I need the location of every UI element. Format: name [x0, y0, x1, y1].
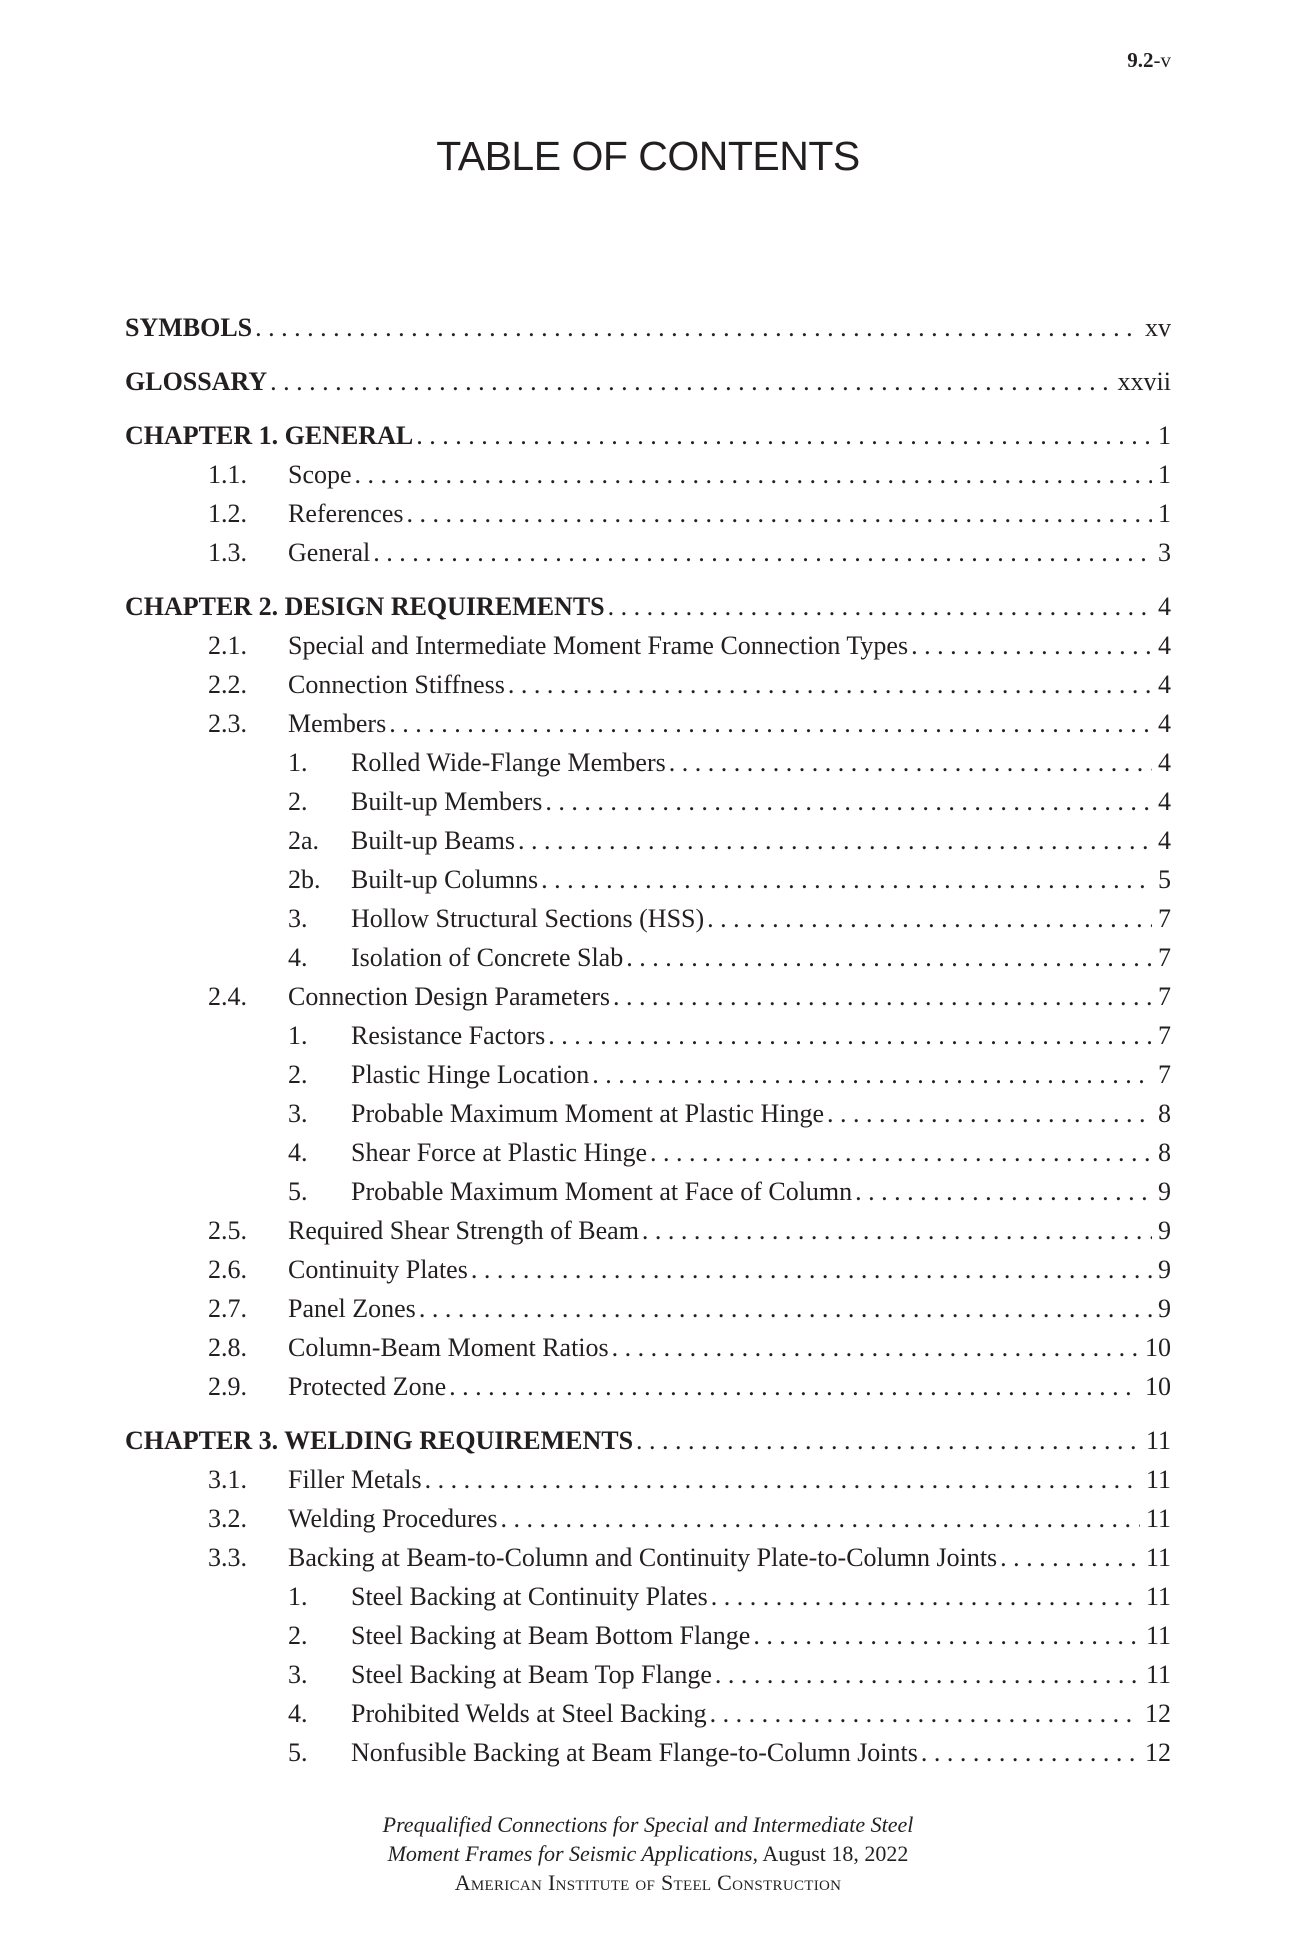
toc-entry-title: Steel Backing at Beam Bottom Flange	[351, 1621, 751, 1650]
toc-entry-page: 11	[1145, 1621, 1171, 1650]
toc-entry-page: 7	[1158, 904, 1171, 933]
footer-date: August 18, 2022	[758, 1841, 909, 1866]
toc-entry-number: 2.9.	[208, 1372, 247, 1401]
toc-entry-title: Hollow Structural Sections (HSS)	[351, 904, 705, 933]
toc-entry-title: Resistance Factors	[351, 1021, 546, 1050]
toc-entry-page: 7	[1158, 982, 1171, 1011]
toc-entry-page: 11	[1145, 1504, 1171, 1533]
dot-leader	[545, 1016, 1152, 1055]
toc-entry[interactable]	[125, 860, 1171, 899]
toc-entry[interactable]	[125, 1577, 1171, 1616]
dot-leader	[750, 1616, 1140, 1655]
toc-entry-number: 1.	[288, 748, 308, 777]
toc-entry[interactable]	[125, 938, 1171, 977]
toc-entry-page: 7	[1158, 1060, 1171, 1089]
toc-entry[interactable]	[125, 821, 1171, 860]
footer-publication-title-line2	[0, 1839, 1296, 1868]
table-of-contents	[125, 308, 1171, 1772]
toc-entry-page: 12	[1145, 1738, 1171, 1767]
toc-entry[interactable]	[125, 743, 1171, 782]
toc-entry[interactable]	[125, 1211, 1171, 1250]
toc-entry[interactable]	[125, 1499, 1171, 1538]
toc-entry[interactable]	[125, 587, 1171, 626]
dot-leader	[538, 860, 1152, 899]
page-number-suffix: -v	[1153, 48, 1171, 72]
toc-entry[interactable]	[125, 1616, 1171, 1655]
dot-leader	[252, 308, 1139, 347]
dot-leader	[352, 455, 1152, 494]
toc-entry-page: 1	[1158, 421, 1171, 450]
dot-leader	[446, 1367, 1139, 1406]
dot-leader	[908, 626, 1152, 665]
dot-leader	[610, 977, 1152, 1016]
dot-leader	[497, 1499, 1139, 1538]
toc-entry[interactable]	[125, 533, 1171, 572]
footer-publication-title-line1: Prequalified Connections for Special and Intermediate Steel	[382, 1812, 914, 1837]
toc-entry-number: 2b.	[288, 865, 321, 894]
toc-entry[interactable]	[125, 494, 1171, 533]
toc-entry-title: Probable Maximum Moment at Plastic Hinge	[351, 1099, 824, 1128]
toc-entry-title: Built-up Members	[351, 787, 543, 816]
toc-entry-title: Steel Backing at Continuity Plates	[351, 1582, 708, 1611]
toc-entry-page: 9	[1158, 1294, 1171, 1323]
toc-entry[interactable]	[125, 626, 1171, 665]
dot-leader	[589, 1055, 1152, 1094]
toc-entry-number: 4.	[288, 1699, 308, 1728]
toc-entry-number: 1.3.	[208, 538, 247, 567]
toc-entry-title: Connection Stiffness	[288, 670, 505, 699]
toc-entry-page: 7	[1158, 1021, 1171, 1050]
dot-leader	[824, 1094, 1152, 1133]
toc-entry-number: 3.2.	[208, 1504, 247, 1533]
toc-entry-title: Probable Maximum Moment at Face of Column	[351, 1177, 853, 1206]
dot-leader	[918, 1733, 1139, 1772]
toc-entry-number: 3.	[288, 1660, 308, 1689]
page-number	[1127, 48, 1171, 73]
toc-entry[interactable]	[125, 1538, 1171, 1577]
toc-entry-number: 5.	[288, 1738, 308, 1767]
toc-entry-title: Backing at Beam-to-Column and Continuity Plate-to-Column Joints	[288, 1543, 998, 1572]
toc-entry-page: 12	[1145, 1699, 1171, 1728]
toc-entry-page: 4	[1158, 787, 1171, 816]
toc-entry-number: 2.6.	[208, 1255, 247, 1284]
toc-entry[interactable]	[125, 1655, 1171, 1694]
toc-entry-page: 1	[1158, 499, 1171, 528]
toc-entry-page: 7	[1158, 943, 1171, 972]
footer-publication-title-continued: Moment Frames for Seismic Applications,	[387, 1841, 759, 1866]
toc-entry-page: 4	[1158, 709, 1171, 738]
toc-entry-number: 2.	[288, 1060, 308, 1089]
dot-leader	[623, 938, 1152, 977]
toc-entry[interactable]	[125, 977, 1171, 1016]
toc-entry[interactable]	[125, 308, 1171, 347]
toc-entry-title: Members	[288, 709, 387, 738]
toc-entry-title: Panel Zones	[288, 1294, 416, 1323]
dot-leader	[605, 587, 1152, 626]
toc-entry-number: 1.2.	[208, 499, 247, 528]
toc-entry-page: 4	[1158, 826, 1171, 855]
toc-entry-title: Required Shear Strength of Beam	[288, 1216, 639, 1245]
page-footer	[0, 1810, 1296, 1897]
dot-leader	[852, 1172, 1152, 1211]
toc-entry-title: Plastic Hinge Location	[351, 1060, 590, 1089]
toc-entry[interactable]	[125, 1055, 1171, 1094]
toc-entry[interactable]	[125, 1172, 1171, 1211]
dot-leader	[413, 416, 1152, 455]
dot-leader	[647, 1133, 1152, 1172]
toc-entry[interactable]	[125, 665, 1171, 704]
toc-entry-page: 10	[1145, 1333, 1171, 1362]
toc-entry-number: 2.	[288, 1621, 308, 1650]
toc-entry-title: Shear Force at Plastic Hinge	[351, 1138, 648, 1167]
dot-leader	[416, 1289, 1152, 1328]
toc-entry-title: Prohibited Welds at Steel Backing	[351, 1699, 707, 1728]
dot-leader	[609, 1328, 1139, 1367]
toc-entry[interactable]	[125, 1421, 1171, 1460]
toc-entry-title: Column-Beam Moment Ratios	[288, 1333, 609, 1362]
dot-leader	[708, 1577, 1140, 1616]
toc-entry-title: Continuity Plates	[288, 1255, 468, 1284]
toc-entry-title: Scope	[288, 460, 352, 489]
toc-entry-page: 5	[1158, 865, 1171, 894]
toc-entry-title: Rolled Wide-Flange Members	[351, 748, 666, 777]
toc-entry-page: 11	[1145, 1543, 1171, 1572]
toc-entry-title: CHAPTER 1. GENERAL	[125, 421, 414, 450]
toc-entry-title: Welding Procedures	[288, 1504, 498, 1533]
dot-leader	[633, 1421, 1140, 1460]
toc-entry-title: CHAPTER 3. WELDING REQUIREMENTS	[125, 1426, 634, 1455]
dot-leader	[712, 1655, 1140, 1694]
toc-entry-page: 4	[1158, 592, 1171, 621]
toc-entry[interactable]	[125, 416, 1171, 455]
dot-leader	[386, 704, 1152, 743]
toc-entry-number: 3.3.	[208, 1543, 247, 1572]
dot-leader	[997, 1538, 1140, 1577]
toc-entry-page: 8	[1158, 1138, 1171, 1167]
toc-entry-number: 2.7.	[208, 1294, 247, 1323]
toc-entry-number: 3.	[288, 1099, 308, 1128]
toc-entry[interactable]	[125, 1289, 1171, 1328]
toc-entry[interactable]	[125, 1460, 1171, 1499]
toc-entry[interactable]	[125, 782, 1171, 821]
toc-entry[interactable]	[125, 1367, 1171, 1406]
dot-leader	[542, 782, 1152, 821]
toc-entry-number: 3.	[288, 904, 308, 933]
toc-entry[interactable]	[125, 704, 1171, 743]
toc-entry-page: xv	[1145, 313, 1171, 342]
toc-entry-title: CHAPTER 2. DESIGN REQUIREMENTS	[125, 592, 605, 621]
toc-entry-page: xxvii	[1117, 367, 1171, 396]
toc-entry-title: GLOSSARY	[125, 367, 268, 396]
toc-entry[interactable]	[125, 1694, 1171, 1733]
dot-leader	[267, 362, 1111, 401]
toc-entry-number: 2.3.	[208, 709, 247, 738]
toc-entry-page: 8	[1158, 1099, 1171, 1128]
toc-entry-number: 2.8.	[208, 1333, 247, 1362]
toc-entry-page: 4	[1158, 631, 1171, 660]
toc-entry-number: 2.2.	[208, 670, 247, 699]
toc-entry-number: 3.1.	[208, 1465, 247, 1494]
toc-entry[interactable]	[125, 1016, 1171, 1055]
toc-entry-page: 9	[1158, 1255, 1171, 1284]
toc-entry-number: 2.5.	[208, 1216, 247, 1245]
toc-entry-title: Built-up Beams	[351, 826, 515, 855]
toc-entry-title: Special and Intermediate Moment Frame Connection Types	[288, 631, 909, 660]
toc-entry-page: 3	[1158, 538, 1171, 567]
toc-entry-page: 9	[1158, 1177, 1171, 1206]
toc-entry[interactable]	[125, 1250, 1171, 1289]
toc-entry-page: 11	[1145, 1660, 1171, 1689]
toc-entry-number: 1.1.	[208, 460, 247, 489]
toc-entry-page: 11	[1145, 1465, 1171, 1494]
toc-entry-title: Built-up Columns	[351, 865, 539, 894]
dot-leader	[505, 665, 1152, 704]
toc-entry-number: 4.	[288, 943, 308, 972]
toc-entry-title: Steel Backing at Beam Top Flange	[351, 1660, 712, 1689]
dot-leader	[639, 1211, 1152, 1250]
toc-entry-number: 1.	[288, 1582, 308, 1611]
footer-publisher: American Institute of Steel Construction	[454, 1870, 842, 1895]
toc-entry-number: 1.	[288, 1021, 308, 1050]
dot-leader	[704, 899, 1152, 938]
toc-entry-number: 2.1.	[208, 631, 247, 660]
toc-entry-page: 1	[1158, 460, 1171, 489]
toc-entry-title: Connection Design Parameters	[288, 982, 611, 1011]
toc-entry-title: Isolation of Concrete Slab	[351, 943, 624, 972]
toc-entry-title: General	[288, 538, 371, 567]
page-title: TABLE OF CONTENTS	[436, 133, 860, 179]
dot-leader	[370, 533, 1152, 572]
toc-entry[interactable]	[125, 1094, 1171, 1133]
toc-entry[interactable]	[125, 362, 1171, 401]
toc-entry-number: 5.	[288, 1177, 308, 1206]
toc-entry-number: 4.	[288, 1138, 308, 1167]
toc-entry-number: 2.4.	[208, 982, 247, 1011]
toc-entry[interactable]	[125, 1328, 1171, 1367]
dot-leader	[403, 494, 1152, 533]
toc-entry-page: 11	[1145, 1426, 1171, 1455]
toc-entry-page: 9	[1158, 1216, 1171, 1245]
toc-entry-page: 4	[1158, 670, 1171, 699]
toc-entry[interactable]	[125, 1133, 1171, 1172]
toc-entry-title: References	[288, 499, 404, 528]
toc-entry-page: 10	[1145, 1372, 1171, 1401]
dot-leader	[666, 743, 1152, 782]
toc-entry-title: Filler Metals	[288, 1465, 422, 1494]
toc-entry-title: Nonfusible Backing at Beam Flange-to-Column Joints	[351, 1738, 918, 1767]
dot-leader	[468, 1250, 1152, 1289]
toc-entry-page: 4	[1158, 748, 1171, 777]
page-number-section: 9.2	[1127, 48, 1154, 72]
dot-leader	[515, 821, 1152, 860]
toc-entry-number: 2.	[288, 787, 308, 816]
toc-entry-number: 2a.	[288, 826, 320, 855]
dot-leader	[707, 1694, 1139, 1733]
dot-leader	[422, 1460, 1140, 1499]
toc-entry[interactable]	[125, 455, 1171, 494]
toc-entry-title: SYMBOLS	[125, 313, 253, 342]
toc-entry-title: Protected Zone	[288, 1372, 447, 1401]
toc-entry[interactable]	[125, 1733, 1171, 1772]
toc-entry-page: 11	[1145, 1582, 1171, 1611]
toc-entry[interactable]	[125, 899, 1171, 938]
